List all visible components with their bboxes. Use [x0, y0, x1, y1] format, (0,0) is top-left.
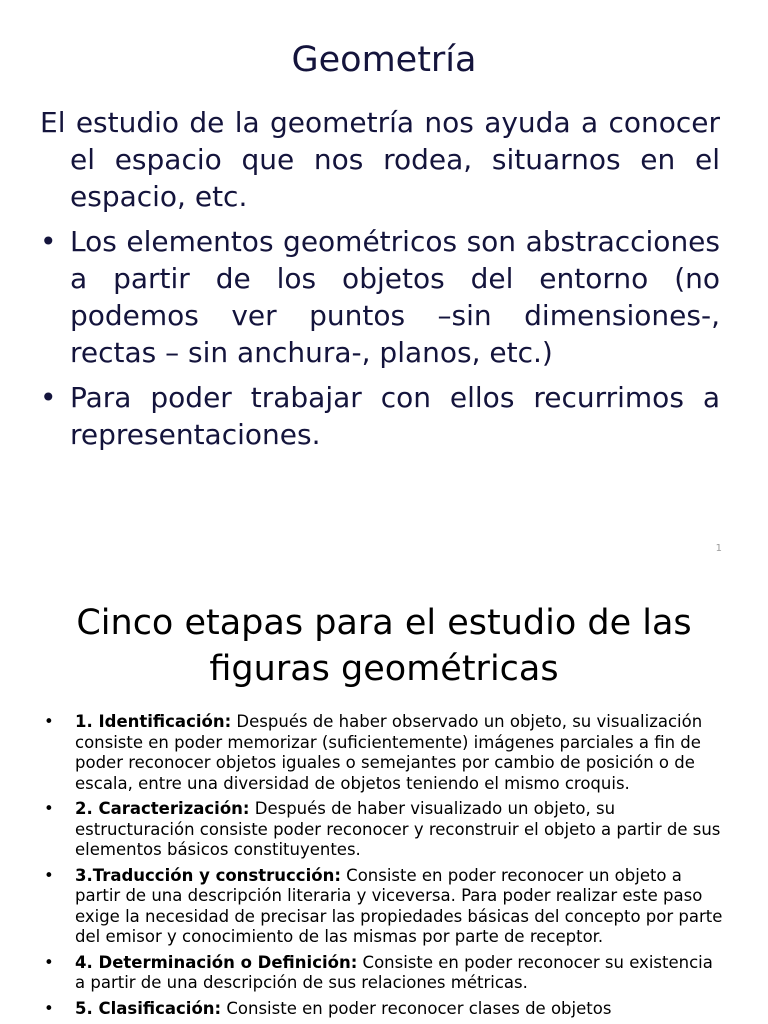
slide-2-title-line-1: Cinco etapas para el estudio de las [76, 603, 692, 643]
bullet-icon: • [44, 998, 54, 1018]
slide-1-body [40, 104, 720, 461]
stage-text: Después de haber observado un objeto, su visualización consiste en poder memorizar (suficientemente) imágenes parciales a fin de poder reconocer objetos iguales o semejantes por cambio de posición o de escala, entre una diversidad de objetos teniendo el mismo croquis. [75, 712, 703, 793]
list-item [44, 866, 724, 948]
stage-text: Consiste en poder reconocer su existencia a partir de una descripción de sus relaciones métricas. [75, 952, 713, 992]
stage-label: 5. Clasificación: [75, 998, 222, 1018]
slide-1-title: Geometría [291, 40, 477, 80]
bullet-icon: • [40, 225, 57, 258]
slide-2-title-line-2: figuras geométricas [209, 649, 559, 689]
slide-1-intro: El estudio de la geometría nos ayuda a conocer el espacio que nos rodea, situarnos en el espacio, etc. [40, 106, 720, 213]
stage-text: Consiste en poder reconocer clases de objetos [221, 998, 612, 1018]
list-item [44, 999, 724, 1020]
stage-text: Después de haber visualizado un objeto, su estructuración consiste poder reconocer y reconstruir el objeto a partir de sus elementos básicos constituyentes. [75, 799, 721, 859]
page-number: 1 [715, 543, 722, 554]
slide-1-bullet [40, 223, 720, 371]
bullet-icon: • [40, 381, 57, 414]
bullet-icon: • [44, 799, 54, 818]
bullet-icon: • [44, 952, 54, 972]
stages-list [44, 712, 724, 1024]
bullet-icon: • [44, 712, 54, 731]
stage-label: 3.Traducción y construcción: [75, 865, 341, 885]
slide-1-bullet-text: Los elementos geométricos son abstracciones a partir de los objetos del entorno (no podemos ver puntos –sin dimensiones-, rectas – sin anchura-, planos, etc.) [70, 225, 720, 369]
list-item [44, 953, 724, 994]
slide-2-title [0, 600, 768, 692]
stage-label: 1. Identificación: [75, 712, 232, 731]
list-item [44, 799, 724, 861]
list-item [44, 712, 724, 794]
stage-label: 2. Caracterización: [75, 799, 250, 818]
stage-text: Consiste en poder reconocer un objeto a partir de una descripción literaria y viceversa. Para poder realizar este paso exige la necesidad de precisar las propiedades básicas del concepto por parte del emisor y conocimiento de las mismas por parte de receptor. [75, 865, 723, 946]
bullet-icon: • [44, 865, 54, 885]
slide-1-bullet [40, 379, 720, 453]
slide-1-bullet-text: Para poder trabajar con ellos recurrimos a representaciones. [70, 381, 720, 451]
stage-label: 4. Determinación o Definición: [75, 952, 358, 972]
